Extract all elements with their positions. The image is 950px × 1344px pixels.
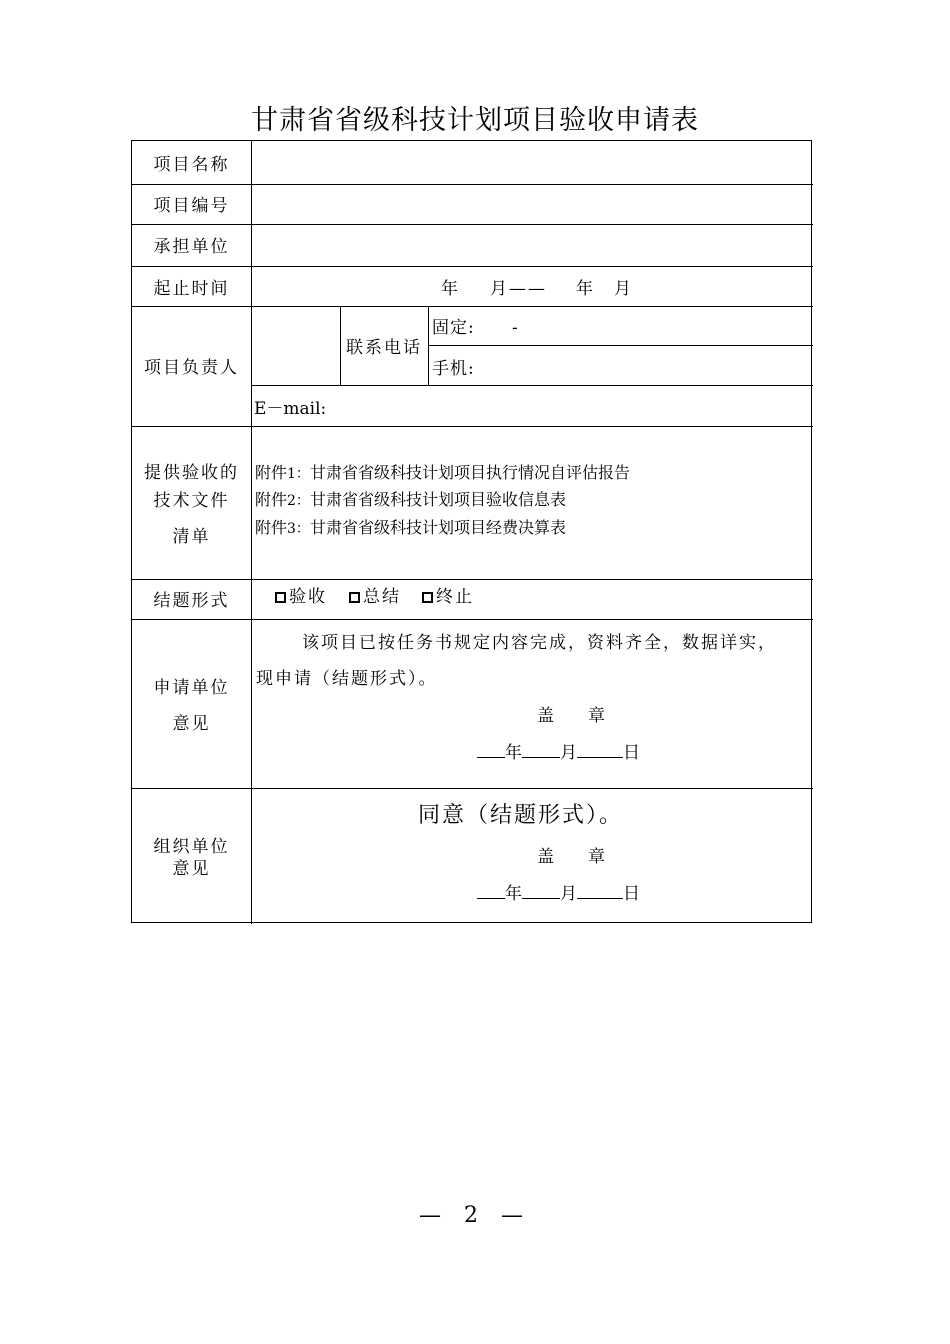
period-label: 起止时间: [153, 279, 230, 299]
org-statement: 同意（结题形式）。: [418, 803, 624, 828]
applicant-statement: 现申请（结题形式）。: [256, 669, 438, 689]
undertaking-unit-field[interactable]: [252, 225, 813, 266]
org-date-line: 年 月 日: [477, 884, 640, 904]
phone-divider: [428, 345, 813, 346]
email-divider: [251, 385, 813, 386]
seal-label: 盖 章: [537, 706, 605, 726]
form-title: 甘肃省省级科技计划项目验收申请表: [251, 105, 699, 136]
start-month-label: 月——: [490, 279, 547, 299]
attachment-item: 附件3：甘肃省省级科技计划项目经费决算表: [255, 518, 566, 537]
tech-docs-label: 提供验收的: [144, 463, 239, 483]
conclusion-form-label: 结题形式: [153, 591, 230, 611]
org-opinion-label: 组织单位: [153, 837, 230, 857]
contact-phone-label: 联系电话: [346, 338, 422, 358]
email-label: E－mail:: [254, 399, 327, 419]
end-year-label: 年: [576, 279, 595, 299]
applicant-opinion-label: 申请单位: [153, 678, 230, 698]
row-divider: [132, 306, 813, 307]
acceptance-form-table: [131, 140, 812, 923]
checkbox-icon: [422, 592, 433, 603]
option-terminate-checkbox[interactable]: 终止: [422, 587, 474, 607]
checkbox-icon: [349, 592, 360, 603]
fixed-phone-label: 固定:: [432, 318, 475, 338]
checkbox-icon: [275, 592, 286, 603]
project-name-label: 项目名称: [153, 155, 230, 175]
row-divider: [132, 619, 813, 620]
attachment-item: 附件2：甘肃省省级科技计划项目验收信息表: [255, 490, 566, 509]
org-opinion-label: 意见: [172, 859, 211, 879]
applicant-date-line: 年 月 日: [477, 743, 640, 763]
leader-name-field[interactable]: [252, 307, 340, 385]
project-name-field[interactable]: [252, 141, 813, 184]
leader-name-divider: [340, 307, 341, 385]
start-year-label: 年: [441, 279, 460, 299]
leader-label: 项目负责人: [144, 358, 239, 378]
applicant-opinion-label: 意见: [172, 714, 211, 734]
page-number: — 2 —: [419, 1203, 531, 1228]
end-month-label: 月: [614, 279, 633, 299]
tech-docs-label: 清单: [172, 527, 211, 547]
project-number-label: 项目编号: [153, 196, 230, 216]
phone-label-divider: [428, 307, 429, 385]
project-number-field[interactable]: [252, 185, 813, 224]
option-acceptance-checkbox[interactable]: 验收: [275, 587, 327, 607]
attachment-item: 附件1：甘肃省省级科技计划项目执行情况自评估报告: [255, 463, 630, 482]
row-divider: [132, 266, 813, 267]
mobile-phone-label: 手机:: [432, 359, 475, 379]
row-divider: [132, 788, 813, 789]
applicant-statement: 该项目已按任务书规定内容完成，资料齐全，数据详实，: [302, 633, 777, 653]
option-summary-checkbox[interactable]: 总结: [349, 587, 401, 607]
row-divider: [132, 426, 813, 427]
fixed-phone-dash: -: [512, 318, 520, 338]
seal-label: 盖 章: [537, 847, 605, 867]
tech-docs-label: 技术文件: [153, 491, 230, 511]
undertaking-unit-label: 承担单位: [153, 237, 230, 257]
row-divider: [132, 579, 813, 580]
